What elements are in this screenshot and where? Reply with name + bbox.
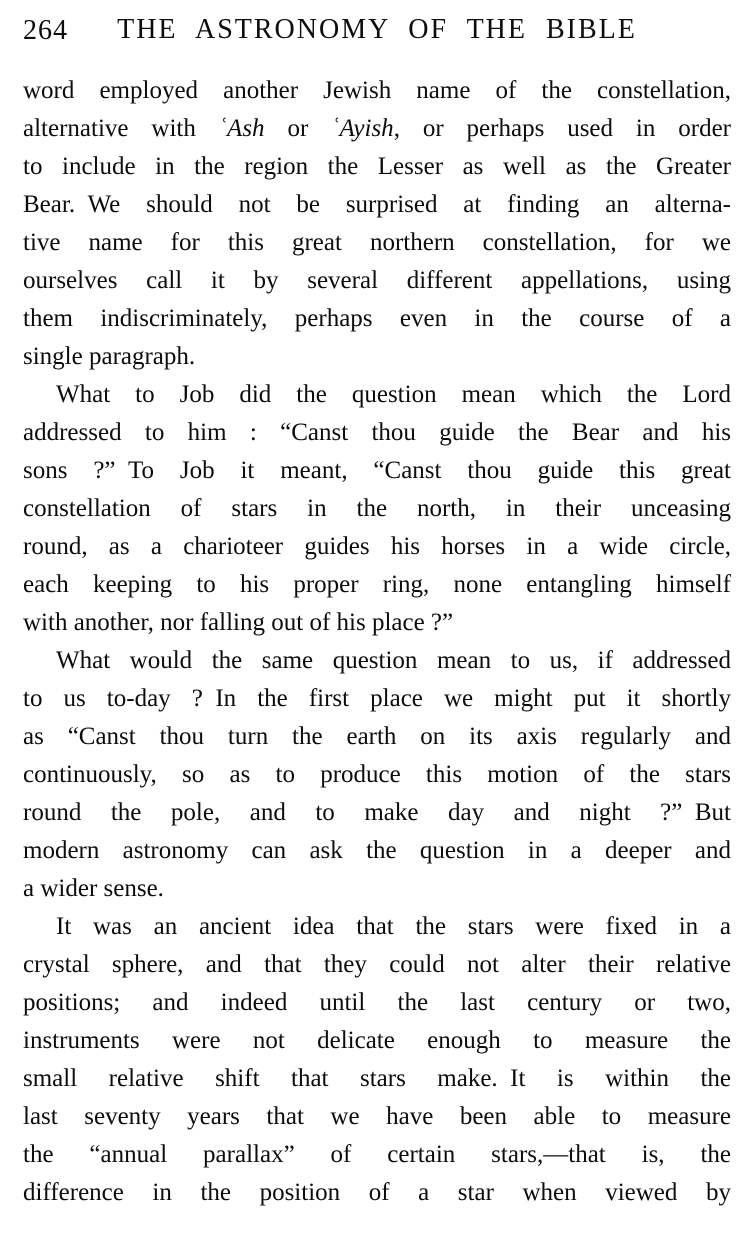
text-segment: them indiscriminately, perhaps even in the course of a bbox=[23, 305, 731, 332]
running-title: THE ASTRONOMY OF THE BIBLE bbox=[117, 14, 637, 45]
text-segment: positions; and indeed until the last century or two, bbox=[23, 989, 731, 1016]
text-line bbox=[23, 794, 731, 832]
page-number: 264 bbox=[23, 15, 68, 46]
text-line bbox=[23, 984, 731, 1022]
text-segment: last seventy years that we have been able to measure bbox=[23, 1103, 731, 1130]
paragraph bbox=[23, 908, 731, 1212]
text-segment: single paragraph. bbox=[23, 343, 196, 370]
text-line bbox=[23, 1136, 731, 1174]
text-segment: with another, nor falling out of his place ?” bbox=[23, 609, 454, 636]
text-line bbox=[23, 528, 731, 566]
text-line bbox=[23, 832, 731, 870]
text-line bbox=[23, 376, 731, 414]
text-segment: round the pole, and to make day and night ?” But bbox=[23, 799, 731, 826]
text-segment: or bbox=[264, 115, 332, 142]
text-segment: difference in the position of a star when viewed by bbox=[23, 1179, 731, 1206]
text-line bbox=[23, 1022, 731, 1060]
paragraph bbox=[23, 72, 731, 376]
text-segment: a wider sense. bbox=[23, 875, 164, 902]
text-segment: ourselves call it by several different appellations, using bbox=[23, 267, 731, 294]
text-line bbox=[23, 262, 731, 300]
text-segment: crystal sphere, and that they could not alter their relative bbox=[23, 951, 731, 978]
text-line bbox=[23, 148, 731, 186]
text-segment: What would the same question mean to us, if addressed bbox=[56, 647, 731, 674]
page-body bbox=[0, 72, 754, 1212]
text-segment: Bear. We should not be surprised at finding an alterna- bbox=[23, 191, 731, 218]
text-segment: round, as a charioteer guides his horses in a wide circle, bbox=[23, 533, 731, 560]
text-line bbox=[23, 566, 731, 604]
text-segment: small relative shift that stars make. It is within the bbox=[23, 1065, 731, 1092]
text-segment: constellation of stars in the north, in their unceasing bbox=[23, 495, 731, 522]
text-line bbox=[23, 186, 731, 224]
text-line bbox=[23, 490, 731, 528]
text-line bbox=[23, 680, 731, 718]
text-segment: the “annual parallax” of certain stars,—that is, the bbox=[23, 1141, 731, 1168]
text-line bbox=[23, 642, 731, 680]
transliterated-term: ʿAyish bbox=[331, 115, 394, 142]
text-segment: continuously, so as to produce this motion of the stars bbox=[23, 761, 731, 788]
text-line bbox=[23, 718, 731, 756]
text-segment: , or perhaps used in order bbox=[393, 115, 731, 142]
text-line bbox=[23, 1060, 731, 1098]
text-line bbox=[23, 338, 731, 376]
text-segment: tive name for this great northern constellation, for we bbox=[23, 229, 731, 256]
text-line bbox=[23, 908, 731, 946]
page-header bbox=[0, 14, 754, 50]
text-segment: as “Canst thou turn the earth on its axis regularly and bbox=[23, 723, 731, 750]
text-line bbox=[23, 756, 731, 794]
text-line bbox=[23, 300, 731, 338]
paragraph bbox=[23, 642, 731, 908]
text-segment: It was an ancient idea that the stars were fixed in a bbox=[56, 913, 731, 940]
text-segment: to include in the region the Lesser as well as the Greater bbox=[23, 153, 731, 180]
text-line bbox=[23, 1174, 731, 1212]
text-line bbox=[23, 224, 731, 262]
text-line bbox=[23, 870, 731, 908]
text-segment: instruments were not delicate enough to measure the bbox=[23, 1027, 731, 1054]
text-line bbox=[23, 110, 731, 148]
text-segment: sons ?” To Job it meant, “Canst thou guide this great bbox=[23, 457, 731, 484]
transliterated-term: ʿAsh bbox=[218, 115, 265, 142]
text-line bbox=[23, 452, 731, 490]
text-segment: word employed another Jewish name of the constellation, bbox=[23, 77, 731, 104]
text-line bbox=[23, 1098, 731, 1136]
text-segment: each keeping to his proper ring, none entangling himself bbox=[23, 571, 731, 598]
paragraph bbox=[23, 376, 731, 642]
text-line bbox=[23, 414, 731, 452]
text-segment: modern astronomy can ask the question in a deeper and bbox=[23, 837, 731, 864]
text-line bbox=[23, 946, 731, 984]
text-segment: to us to-day ? In the first place we might put it shortly bbox=[23, 685, 731, 712]
text-segment: What to Job did the question mean which the Lord bbox=[56, 381, 731, 408]
text-line bbox=[23, 72, 731, 110]
text-line bbox=[23, 604, 731, 642]
text-segment: alternative with bbox=[23, 115, 219, 142]
text-segment: addressed to him : “Canst thou guide the Bear and his bbox=[23, 419, 731, 446]
